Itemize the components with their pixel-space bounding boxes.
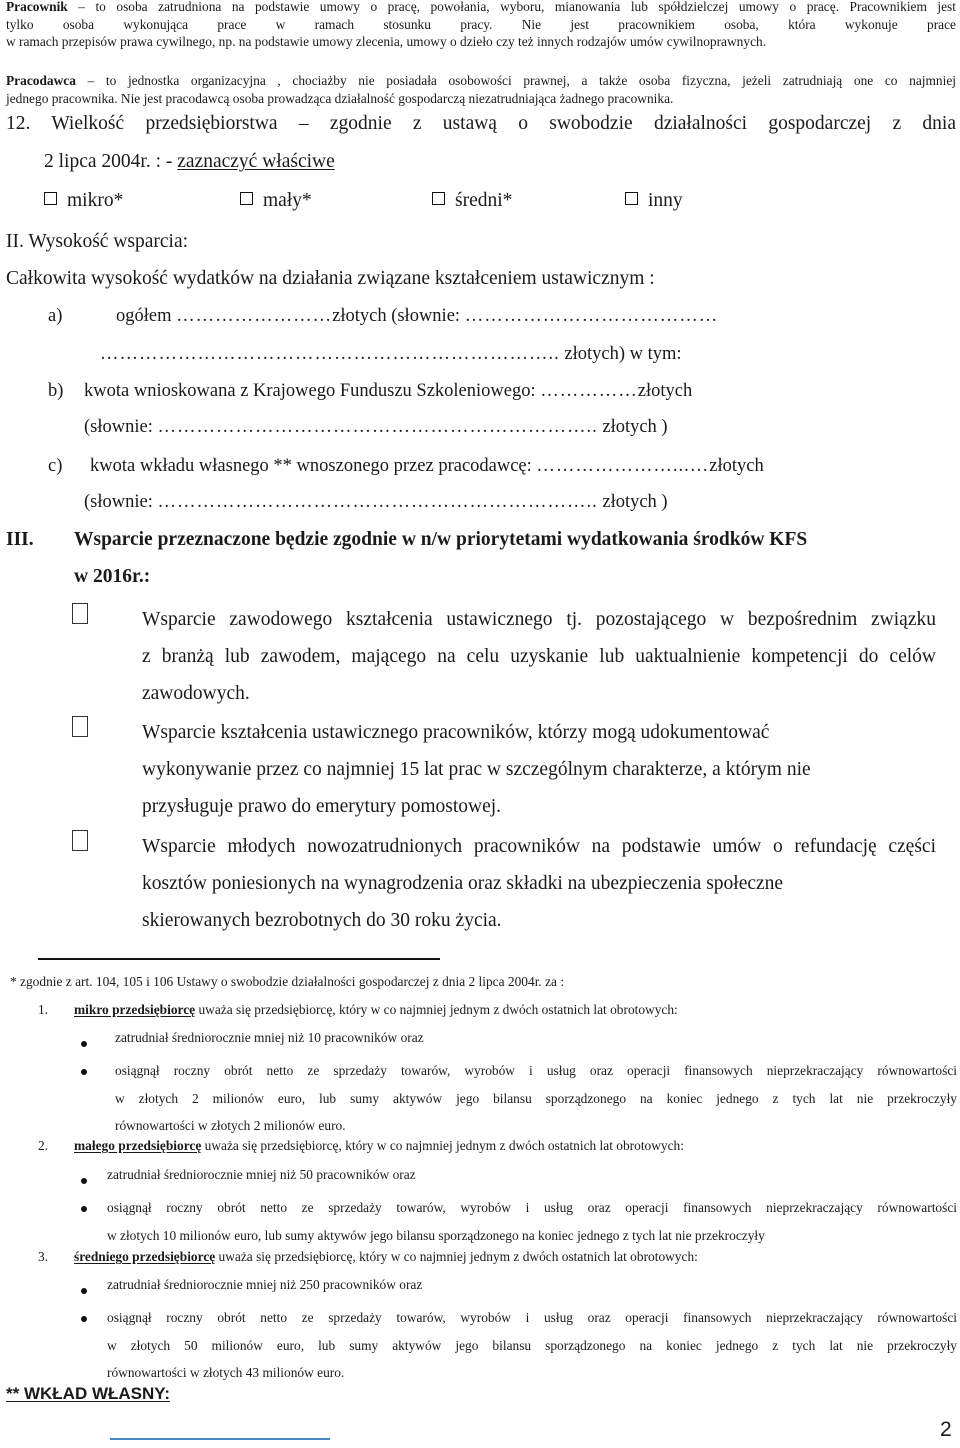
priority-2-checkbox[interactable] — [72, 716, 88, 739]
size-option-sredni[interactable]: średni* — [432, 187, 512, 215]
field-own-amount[interactable]: …………………...… — [536, 456, 710, 476]
priority-1-checkbox[interactable] — [72, 603, 88, 626]
row-c-own: kwota wkładu własnego ** wnoszonego przez pracodawcę: …………………...…złotych — [90, 456, 764, 476]
footnote-item-2: małego przedsiębiorcę uważa się przedsiębiorcę, który w co najmniej jednym z dwóch ostatnich lat obrotowych: — [74, 1138, 684, 1153]
footnote-item-3-num: 3. — [38, 1249, 49, 1264]
footnote-item-1-num: 1. — [38, 1002, 49, 1017]
priority-2: Wsparcie kształcenia ustawicznego pracowników, którzy mogą udokumentować wykonywanie przez co najmniej 15 lat prac w szczególnym charakterze, a którym nie przysługuje prawo do emerytury pomostowej. — [142, 722, 811, 817]
checkbox-inny[interactable] — [625, 192, 638, 205]
footnote-item-2-bullet-2: osiągnął roczny obrót netto ze sprzedaży towarów, wyrobów i usług oraz operacji finansowych nieprzekraczający równowartości w złotych 10 milionów euro, lub sumy aktywów jego bilansu sporządzonego na koniec jednego z tych lat nie przekroczyły — [107, 1200, 957, 1243]
mark-appropriate-note: zaznaczyć właściwe — [177, 151, 335, 172]
checkbox-icon[interactable] — [72, 603, 88, 624]
field-total-words-cont[interactable]: …………………………………………………………….. — [100, 344, 560, 364]
term-pracodawca: Pracodawca — [6, 73, 76, 88]
footer-line — [110, 1438, 330, 1440]
checkbox-sredni[interactable] — [432, 192, 445, 205]
label-a: a) — [48, 306, 63, 326]
footnote-separator — [38, 958, 440, 960]
field-total-words[interactable]: ………………………………… — [464, 306, 719, 326]
section-12-line1: 12. Wielkość przedsiębiorstwa – zgodnie z ustawą o swobodzie działalności gospodarczej z dnia — [6, 113, 956, 134]
field-kfs-words[interactable]: ………………………………………………………….. — [157, 417, 598, 437]
checkbox-maly[interactable] — [240, 192, 253, 205]
own-contribution-heading: ** WKŁAD WŁASNY: — [6, 1384, 170, 1403]
footnote-item-1: mikro przedsiębiorcę uważa się przedsiębiorcę, który w co najmniej jednym z dwóch ostatnich lat obrotowych: — [74, 1002, 678, 1017]
footnote-item-3-bullet-1: zatrudniał średniorocznie mniej niż 250 pracowników oraz — [107, 1277, 423, 1292]
field-total-amount[interactable]: …………………… — [176, 306, 333, 326]
section-3-num: III. — [6, 529, 34, 550]
term-sredni: średniego przedsiębiorcę — [74, 1249, 216, 1264]
section-12-line2: 2 lipca 2004r. : - zaznaczyć właściwe — [44, 151, 335, 172]
definition-pracownik: Pracownik – to osoba zatrudniona na podstawie umowy o pracę, powołania, wyboru, mianowania lub spółdzielczej umowy o pracę. Pracownikiem jest tylko osoba wykonująca prace w ramach stosunku pracy. Nie jest pracownikiem osoba, która wykonuje prace w ramach przepisów prawa cywilnego, np. na podstawie umowy zlecenia, umowy o dzieło czy też innych rodzajów umów cywilnoprawnych. — [6, 0, 956, 49]
label-c: c) — [48, 456, 63, 476]
row-a-total: ogółem ……………………złotych (słownie: ………………………………… — [116, 306, 719, 326]
term-mikro: mikro przedsiębiorcę — [74, 1002, 196, 1017]
section-2-intro: Całkowita wysokość wydatków na działania związane kształceniem ustawicznym : — [6, 268, 655, 289]
bullet-icon — [81, 1034, 87, 1052]
footnote-item-2-bullet-1: zatrudniał średniorocznie mniej niż 50 pracowników oraz — [107, 1167, 416, 1182]
row-b-words: (słownie: ………………………………………………………….. złotych ) — [84, 417, 668, 437]
bullet-icon — [81, 1171, 87, 1189]
size-option-maly[interactable]: mały* — [240, 187, 312, 215]
footnote-item-2-num: 2. — [38, 1138, 49, 1153]
priority-1: Wsparcie zawodowego kształcenia ustawicznego tj. pozostającego w bezpośrednim związku z branżą lub zawodem, mającego na celu uzyskanie lub uaktualnienie kompetencji do celów zawodowych. — [142, 609, 936, 704]
footnote-intro: * zgodnie z art. 104, 105 i 106 Ustawy o swobodzie działalności gospodarczej z dnia 2 lipca 2004r. za : — [10, 974, 565, 989]
priority-3-checkbox[interactable] — [72, 830, 88, 853]
field-kfs-amount[interactable]: …………… — [540, 381, 638, 401]
page-number: 2 — [940, 1418, 952, 1441]
footnote-item-3-bullet-2: osiągnął roczny obrót netto ze sprzedaży towarów, wyrobów i usług oraz operacji finansowych nieprzekraczający równowartości w złotych 50 milionów euro, lub sumy aktywów jego bilansu sporządzonego na koniec jednego z tych lat nie przekroczyły równowartości w złotych 43 milionów euro. — [107, 1310, 957, 1380]
checkbox-icon[interactable] — [72, 716, 88, 737]
bullet-icon — [81, 1062, 87, 1080]
priority-3: Wsparcie młodych nowozatrudnionych pracowników na podstawie umów o refundację części kosztów poniesionych na wynagrodzenia oraz składki na ubezpieczenia społeczne skierowanych bezrobotnych do 30 roku życia. — [142, 836, 936, 931]
label-b: b) — [48, 381, 64, 401]
footnote-item-1-bullet-2: osiągnął roczny obrót netto ze sprzedaży towarów, wyrobów i usług oraz operacji finansowych nieprzekraczający równowartości w złotych 2 milionów euro, lub sumy aktywów jego bilansu sporządzonego na koniec jednego z tych lat nie przekroczyły równowartości w złotych 2 milionów euro. — [115, 1063, 957, 1133]
row-c-words: (słownie: ………………………………………………………….. złotych ) — [84, 492, 668, 512]
checkbox-icon[interactable] — [72, 830, 88, 851]
term-maly: małego przedsiębiorcę — [74, 1138, 202, 1153]
footnote-item-3: średniego przedsiębiorcę uważa się przedsiębiorcę, który w co najmniej jednym z dwóch ostatnich lat obrotowych: — [74, 1249, 698, 1264]
size-option-mikro[interactable]: mikro* — [44, 187, 123, 215]
checkbox-mikro[interactable] — [44, 192, 57, 205]
bullet-icon — [81, 1281, 87, 1299]
term-pracownik: Pracownik — [6, 0, 68, 14]
definition-pracodawca: Pracodawca – to jednostka organizacyjna , chociażby nie posiadała osobowości prawnej, a także osoba fizyczna, jeżeli zatrudniają one co najmniej jednego pracownika. Nie jest pracodawcą osoba prowadząca działalność gospodarczą niezatrudniająca żadnego pracownika. — [6, 73, 956, 106]
section-3-heading: Wsparcie przeznaczone będzie zgodnie w n/w priorytetami wydatkowania środków KFS — [74, 529, 808, 550]
field-own-words[interactable]: ………………………………………………………….. — [157, 492, 598, 512]
footnote-item-1-bullet-1: zatrudniał średniorocznie mniej niż 10 pracowników oraz — [115, 1030, 424, 1045]
section-2-heading: II. Wysokość wsparcia: — [6, 231, 189, 252]
size-option-inny[interactable]: inny — [625, 187, 683, 215]
bullet-icon — [81, 1309, 87, 1327]
bullet-icon — [81, 1199, 87, 1217]
row-b-kfs: kwota wnioskowana z Krajowego Funduszu Szkoleniowego: ……………złotych — [84, 381, 693, 401]
row-a-continued: …………………………………………………………….. złotych) w tym: — [100, 344, 682, 364]
section-3-heading-year: w 2016r.: — [74, 566, 151, 587]
